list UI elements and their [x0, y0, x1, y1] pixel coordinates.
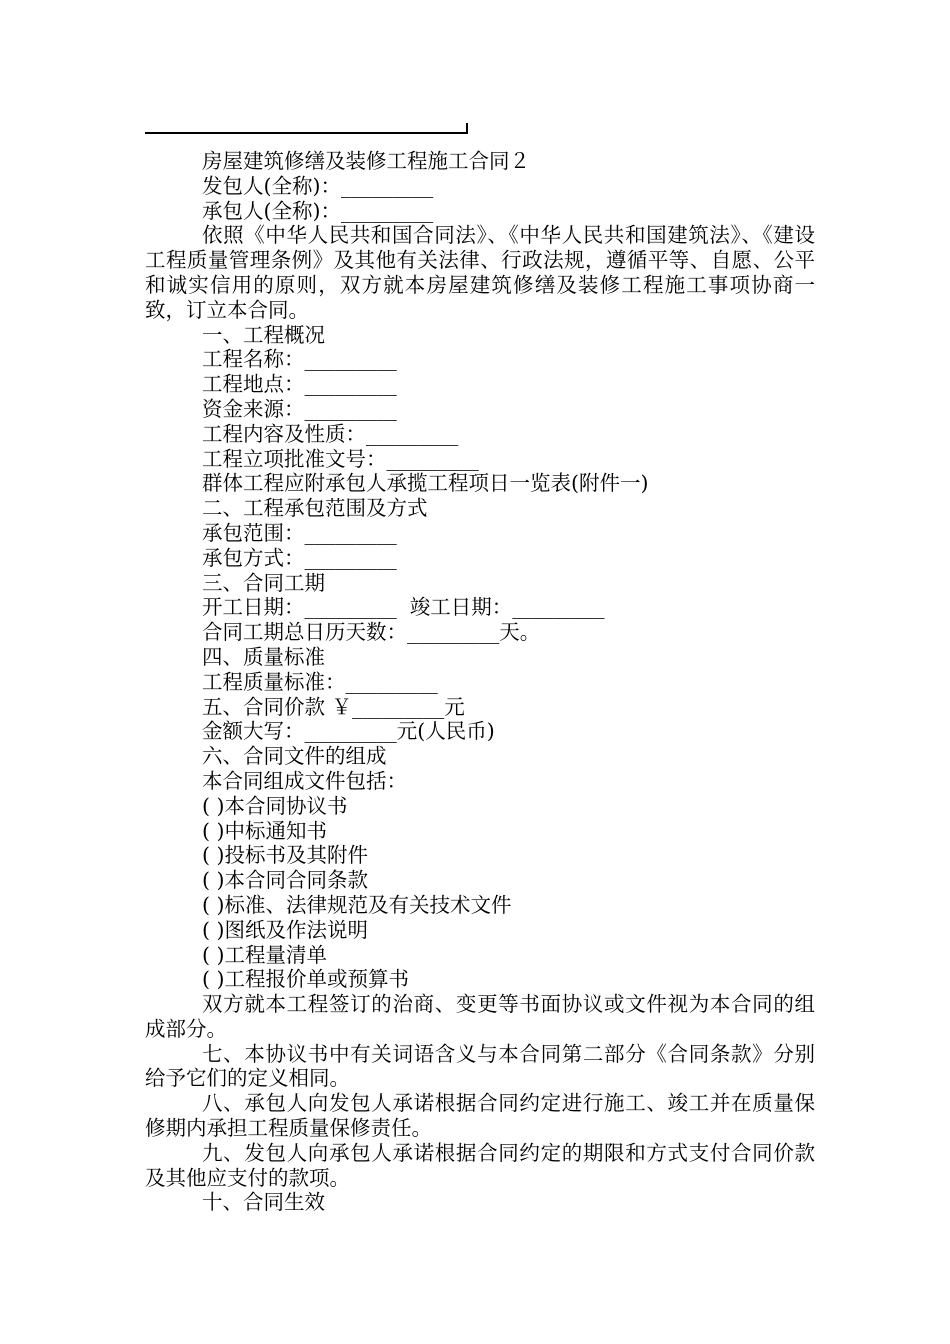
document-item: ( )投标书及其附件: [202, 843, 369, 868]
amount-capital-field: 金额大写：_________元(人民币): [202, 719, 495, 744]
section-8-paragraph: 八、承包人向发包人承诺根据合同约定进行施工、竣工并在质量保修期内承担工程质量保修责任。: [145, 1091, 815, 1141]
document-item: ( )本合同合同条款: [202, 868, 369, 893]
document-body: [145, 149, 815, 1215]
header-rule: [145, 132, 467, 134]
document-item: ( )本合同协议书: [202, 793, 348, 818]
document-item: ( )工程报价单或预算书: [202, 967, 410, 992]
quality-standard-field: 工程质量标准：_________: [202, 669, 438, 694]
document-item: ( )标准、法律规范及有关技术文件: [202, 892, 512, 917]
contractor-field: 承包人(全称)：_________: [202, 198, 434, 223]
section-5-heading: 五、合同价款 ￥_________元: [202, 694, 465, 719]
documents-note-paragraph: 双方就本工程签订的治商、变更等书面协议或文件视为本合同的组成部分。: [145, 992, 815, 1041]
intro-paragraph: 依照《中华人民共和国合同法》、《中华人民共和国建筑法》、《建设工程质量管理条例》及其他有关法律、行政法规，遵循平等、自愿、公平和诚实信用的原则，双方就本房屋建筑修缮及装修工程施工事项协商一致，订立本合同。: [145, 223, 815, 322]
header-rule-tick: [466, 123, 468, 134]
employer-field: 发包人(全称)：_________: [202, 173, 434, 198]
section-4-heading: 四、质量标准: [202, 644, 325, 669]
documents-intro: 本合同组成文件包括：: [202, 768, 407, 793]
section-2-heading: 二、工程承包范围及方式: [202, 496, 428, 521]
document-item: ( )图纸及作法说明: [202, 917, 369, 942]
contract-scope-field: 承包范围：_________: [202, 520, 397, 545]
start-end-dates-field: 开工日期：_________ 竣工日期：_________: [202, 595, 605, 620]
group-project-note: 群体工程应附承包人承揽工程项日一览表(附件一): [202, 471, 649, 496]
fund-source-field: 资金来源：_________: [202, 396, 397, 421]
document-item: ( )工程量清单: [202, 942, 328, 967]
project-location-field: 工程地点：_________: [202, 372, 397, 397]
project-content-field: 工程内容及性质：_________: [202, 421, 459, 446]
section-7-paragraph: 七、本协议书中有关词语含义与本合同第二部分《合同条款》分别给予它们的定义相同。: [145, 1041, 815, 1091]
section-9-paragraph: 九、发包人向承包人承诺根据合同约定的期限和方式支付合同价款及其他应支付的款项。: [145, 1140, 815, 1190]
contract-method-field: 承包方式：_________: [202, 545, 397, 570]
section-1-heading: 一、工程概况: [202, 322, 325, 347]
project-name-field: 工程名称：_________: [202, 347, 397, 372]
document-item: ( )中标通知书: [202, 818, 328, 843]
section-6-heading: 六、合同文件的组成: [202, 744, 387, 769]
approval-number-field: 工程立项批准文号：_________: [202, 446, 479, 471]
total-days-field: 合同工期总日历天数：_________天。: [202, 620, 541, 645]
section-10-heading: 十、合同生效: [202, 1190, 325, 1215]
section-3-heading: 三、合同工期: [202, 570, 325, 595]
document-title: 房屋建筑修缮及装修工程施工合同２: [202, 149, 530, 173]
